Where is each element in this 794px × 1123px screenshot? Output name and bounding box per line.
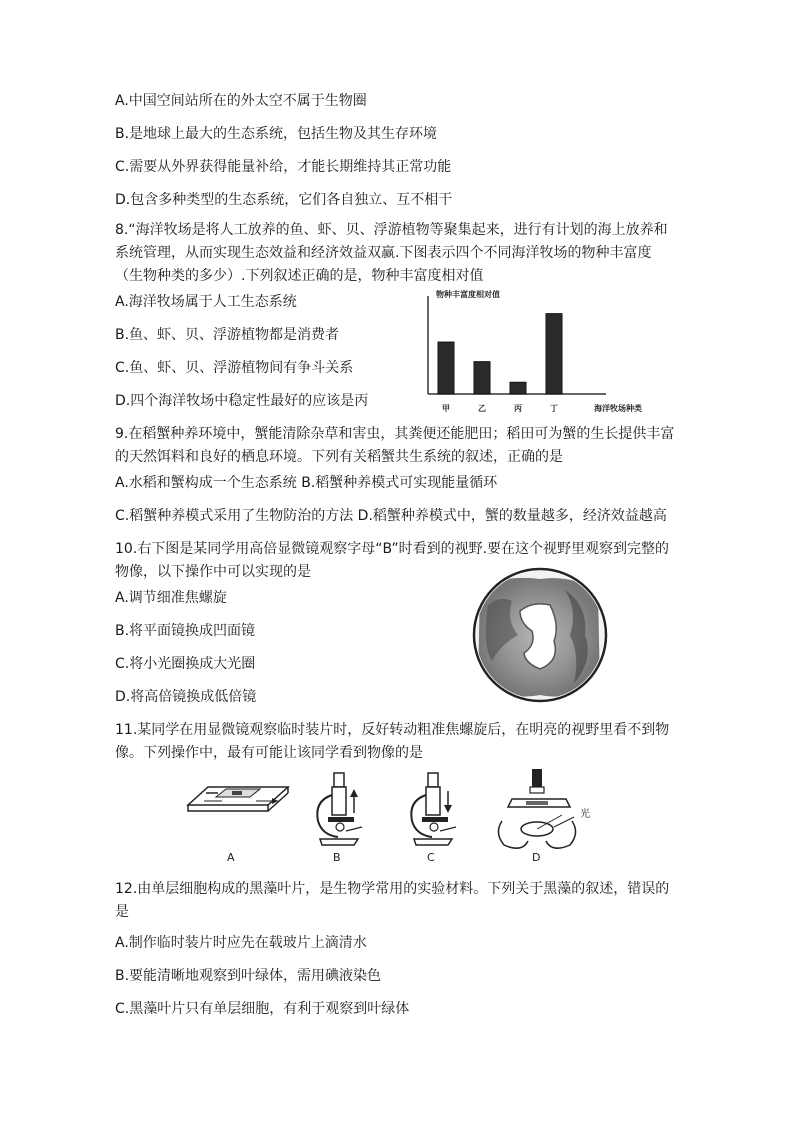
figure-b-microscope <box>317 773 362 845</box>
species-richness-bar-chart <box>408 284 670 418</box>
figure-label-a: A <box>227 851 235 864</box>
chart-xtick-label: 乙 <box>478 404 486 413</box>
figure-d-mirror-adjustment <box>498 769 575 848</box>
light-label: 光 <box>580 809 590 820</box>
figure-c-microscope <box>411 773 456 845</box>
figure-a-slide-on-stage <box>188 787 288 811</box>
chart-bar-1 <box>438 342 454 394</box>
q10-stem: 10.右下图是某同学用高倍显微镜观察字母“B”时看到的视野.要在这个视野里观察到完整的物像，以下操作中可以实现的是 <box>115 541 670 580</box>
chart-bar-2 <box>474 362 490 394</box>
q10-option-b: B.将平面镜换成凹面镜 <box>115 623 256 639</box>
q9-stem: 9.在稻蟹种养环境中，蟹能清除杂草和害虫，其粪便还能肥田；稻田可为蟹的生长提供丰富的天然饵料和良好的栖息环境。下列有关稻蟹共生系统的叙述，正确的是 <box>115 426 675 465</box>
microscope-field-of-view-figure <box>470 565 610 705</box>
q7-option-b: B.是地球上最大的生态系统，包括生物及其生存环境 <box>115 126 438 142</box>
figure-label-b: B <box>333 851 341 864</box>
q7-option-d: D.包含多种类型的生态系统，它们各自独立、互不相干 <box>115 192 453 208</box>
q7-option-a: A.中国空间站所在的外太空不属于生物圈 <box>115 93 367 109</box>
q12-option-c: C.黑藻叶片只有单层细胞，有利于观察到叶绿体 <box>115 1001 410 1017</box>
q10-option-d: D.将高倍镜换成低倍镜 <box>115 689 257 705</box>
figure-label-d: D <box>532 851 541 864</box>
chart-xtick-label: 甲 <box>442 404 450 413</box>
chart-bar-4 <box>546 314 562 394</box>
q12-stem: 12.由单层细胞构成的黑藻叶片，是生物学常用的实验材料。下列关于黑藻的叙述，错误的 是 <box>115 881 670 920</box>
microscope-operations-figure <box>182 765 602 869</box>
q8-option-b: B.鱼、虾、贝、浮游植物都是消费者 <box>115 327 340 343</box>
chart-bar-3 <box>510 382 526 394</box>
q9-options-line2: C.稻蟹种养模式采用了生物防治的方法 D.稻蟹种养模式中，蟹的数量越多，经济效益越高 <box>115 508 667 524</box>
q8-stem: 8.“海洋牧场是将人工放养的鱼、虾、贝、浮游植物等聚集起来，进行有计划的海上放养和系统管理，从而实现生态效益和经济效益双赢.下图表示四个不同海洋牧场的物种丰富度（生物种类的多少）.下列叙述正确的是，物种丰富度相对值 <box>115 222 668 284</box>
q8-option-a: A.海洋牧场属于人工生态系统 <box>115 294 297 310</box>
chart-xlabel: 海洋牧场种类 <box>594 404 642 413</box>
q12-option-a: A.制作临时装片时应先在载玻片上滴清水 <box>115 935 367 951</box>
q8-option-d: D.四个海洋牧场中稳定性最好的应该是丙 <box>115 393 369 409</box>
q9-options-line1: A.水稻和蟹构成一个生态系统 B.稻蟹种养模式可实现能量循环 <box>115 475 498 491</box>
q12-option-b: B.要能清晰地观察到叶绿体，需用碘液染色 <box>115 968 382 984</box>
chart-xtick-label: 丁 <box>550 404 558 413</box>
q11-stem: 11.某同学在用显微镜观察临时装片时，反好转动粗准焦螺旋后，在明亮的视野里看不到物像。下列操作中，最有可能让该同学看到物像的是 <box>115 722 670 761</box>
q10-option-c: C.将小光圈换成大光圈 <box>115 656 256 672</box>
q10-option-a: A.调节细准焦螺旋 <box>115 590 227 606</box>
q8-option-c: C.鱼、虾、贝、浮游植物间有争斗关系 <box>115 360 354 376</box>
q7-option-c: C.需要从外界获得能量补给，才能长期维持其正常功能 <box>115 159 452 175</box>
chart-xtick-label: 丙 <box>514 404 522 413</box>
chart-ylabel: 物种丰富度相对值 <box>436 290 500 299</box>
figure-label-c: C <box>427 851 435 864</box>
